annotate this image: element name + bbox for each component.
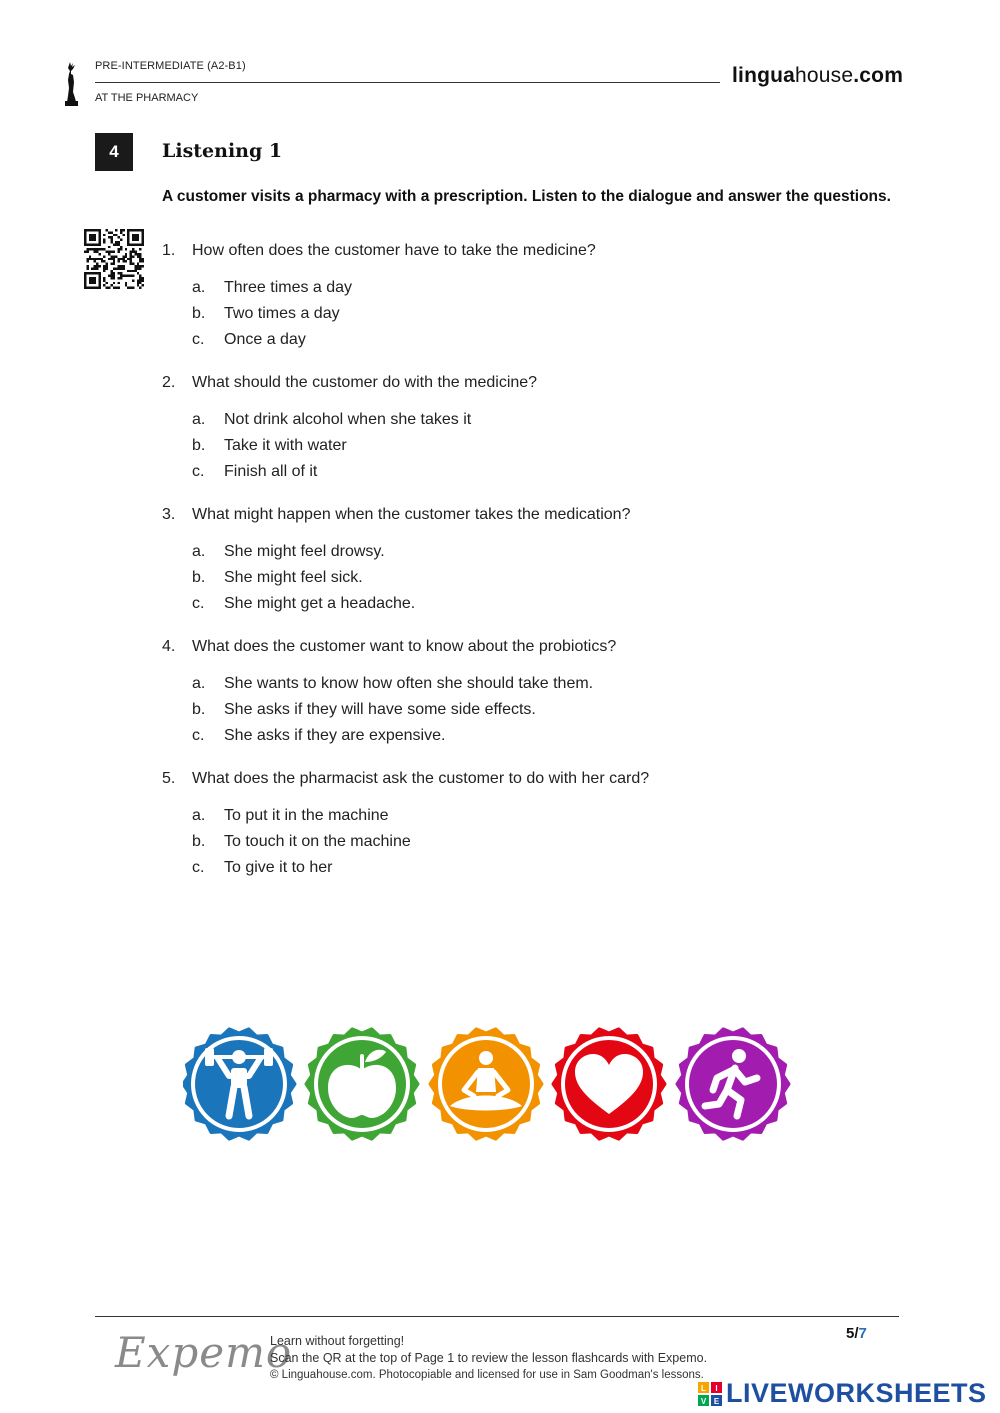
question-number: 2. xyxy=(162,374,176,391)
option-text: She might get a headache. xyxy=(224,595,416,612)
qr-modules xyxy=(84,229,144,289)
question-number: 4. xyxy=(162,638,176,655)
option-letter: b. xyxy=(192,569,206,586)
footer-line-3: © Linguahouse.com. Photocopiable and licensed for use in Sam Goodman's lessons. xyxy=(270,1369,704,1381)
question-item xyxy=(162,240,902,353)
health-badges xyxy=(183,1027,795,1142)
page-number: 5/7 xyxy=(846,1325,867,1342)
question-text: How often does the customer have to take the medicine? xyxy=(192,242,596,259)
option-text: She might feel sick. xyxy=(224,569,363,586)
answer-option[interactable] xyxy=(162,829,902,855)
option-text: She asks if they are expensive. xyxy=(224,727,446,744)
option-letter: b. xyxy=(192,437,206,454)
option-letter: a. xyxy=(192,279,206,296)
apple-badge xyxy=(306,1029,418,1139)
question-text: What does the pharmacist ask the customer to do with her card? xyxy=(192,770,650,787)
svg-text:E: E xyxy=(713,1396,720,1406)
option-text: Two times a day xyxy=(224,305,340,322)
runner-badge xyxy=(677,1029,789,1139)
footer-line-2: Scan the QR at the top of Page 1 to review the lesson flashcards with Expemo. xyxy=(270,1351,708,1365)
option-letter: b. xyxy=(192,701,206,718)
question-text: What does the customer want to know about the probiotics? xyxy=(192,638,617,655)
svg-text:V: V xyxy=(700,1396,707,1406)
svg-text:L: L xyxy=(701,1383,706,1393)
question-list xyxy=(162,240,902,900)
section-title: Listening 1 xyxy=(162,140,283,162)
option-text: She might feel drowsy. xyxy=(224,543,385,560)
option-text: Finish all of it xyxy=(224,463,318,480)
option-text: To touch it on the machine xyxy=(224,833,411,850)
liveworksheets-text: LIVEWORKSHEETS xyxy=(726,1378,987,1408)
footer-divider xyxy=(95,1316,899,1317)
footer-line-1: Learn without forgetting! xyxy=(270,1334,405,1348)
question-item xyxy=(162,636,902,749)
expemo-logo: Expemo xyxy=(115,1328,293,1377)
question-number: 3. xyxy=(162,506,176,523)
question-text: What might happen when the customer takes the medication? xyxy=(192,506,631,523)
section-instruction: A customer visits a pharmacy with a prescription. Listen to the dialogue and answer the questions. xyxy=(162,188,891,205)
option-text: Three times a day xyxy=(224,279,353,296)
answer-option[interactable] xyxy=(162,697,902,723)
option-letter: c. xyxy=(192,331,205,348)
option-text: She wants to know how often she should take them. xyxy=(224,675,594,692)
answer-option[interactable] xyxy=(162,671,902,697)
answer-option[interactable] xyxy=(162,539,902,565)
option-letter: a. xyxy=(192,543,206,560)
answer-option[interactable] xyxy=(162,565,902,591)
option-text: She asks if they will have some side effects. xyxy=(224,701,536,718)
section-number: 4 xyxy=(95,133,133,171)
option-letter: c. xyxy=(192,595,205,612)
answer-option[interactable] xyxy=(162,803,902,829)
option-letter: b. xyxy=(192,305,206,322)
svg-text:I: I xyxy=(715,1383,718,1393)
question-item xyxy=(162,372,902,485)
option-letter: c. xyxy=(192,727,205,744)
option-letter: c. xyxy=(192,463,205,480)
footer-text xyxy=(270,1333,707,1384)
option-text: Take it with water xyxy=(224,437,347,454)
question-number: 1. xyxy=(162,242,176,259)
statue-of-liberty-icon xyxy=(62,62,80,106)
option-text: Not drink alcohol when she takes it xyxy=(224,411,472,428)
seal-shape xyxy=(677,1029,789,1139)
topic-label: AT THE PHARMACY xyxy=(95,92,199,104)
option-letter: a. xyxy=(192,411,206,428)
level-label: PRE-INTERMEDIATE (A2-B1) xyxy=(95,60,246,72)
brand-logo: linguahouse.com xyxy=(732,64,904,87)
answer-option[interactable] xyxy=(162,407,902,433)
answer-option[interactable] xyxy=(162,275,902,301)
question-number: 5. xyxy=(162,770,176,787)
question-text: What should the customer do with the medicine? xyxy=(192,374,538,391)
meditation-badge xyxy=(430,1029,542,1139)
option-letter: a. xyxy=(192,807,206,824)
answer-option[interactable] xyxy=(162,723,902,749)
answer-option[interactable] xyxy=(162,327,902,353)
option-text: Once a day xyxy=(224,331,306,348)
answer-option[interactable] xyxy=(162,301,902,327)
question-item xyxy=(162,768,902,881)
answer-option[interactable] xyxy=(162,855,902,881)
question-item xyxy=(162,504,902,617)
option-text: To put it in the machine xyxy=(224,807,389,824)
answer-option[interactable] xyxy=(162,591,902,617)
option-letter: b. xyxy=(192,833,206,850)
liveworksheets-blocks-icon xyxy=(698,1382,722,1406)
option-letter: c. xyxy=(192,859,205,876)
header-divider xyxy=(95,82,720,83)
answer-option[interactable] xyxy=(162,433,902,459)
liveworksheets-logo[interactable] xyxy=(698,1378,987,1409)
option-text: To give it to her xyxy=(224,859,333,876)
weightlifter-badge xyxy=(183,1029,295,1139)
heart-badge xyxy=(553,1029,665,1139)
option-letter: a. xyxy=(192,675,206,692)
answer-option[interactable] xyxy=(162,459,902,485)
qr-code-icon[interactable] xyxy=(84,229,144,289)
